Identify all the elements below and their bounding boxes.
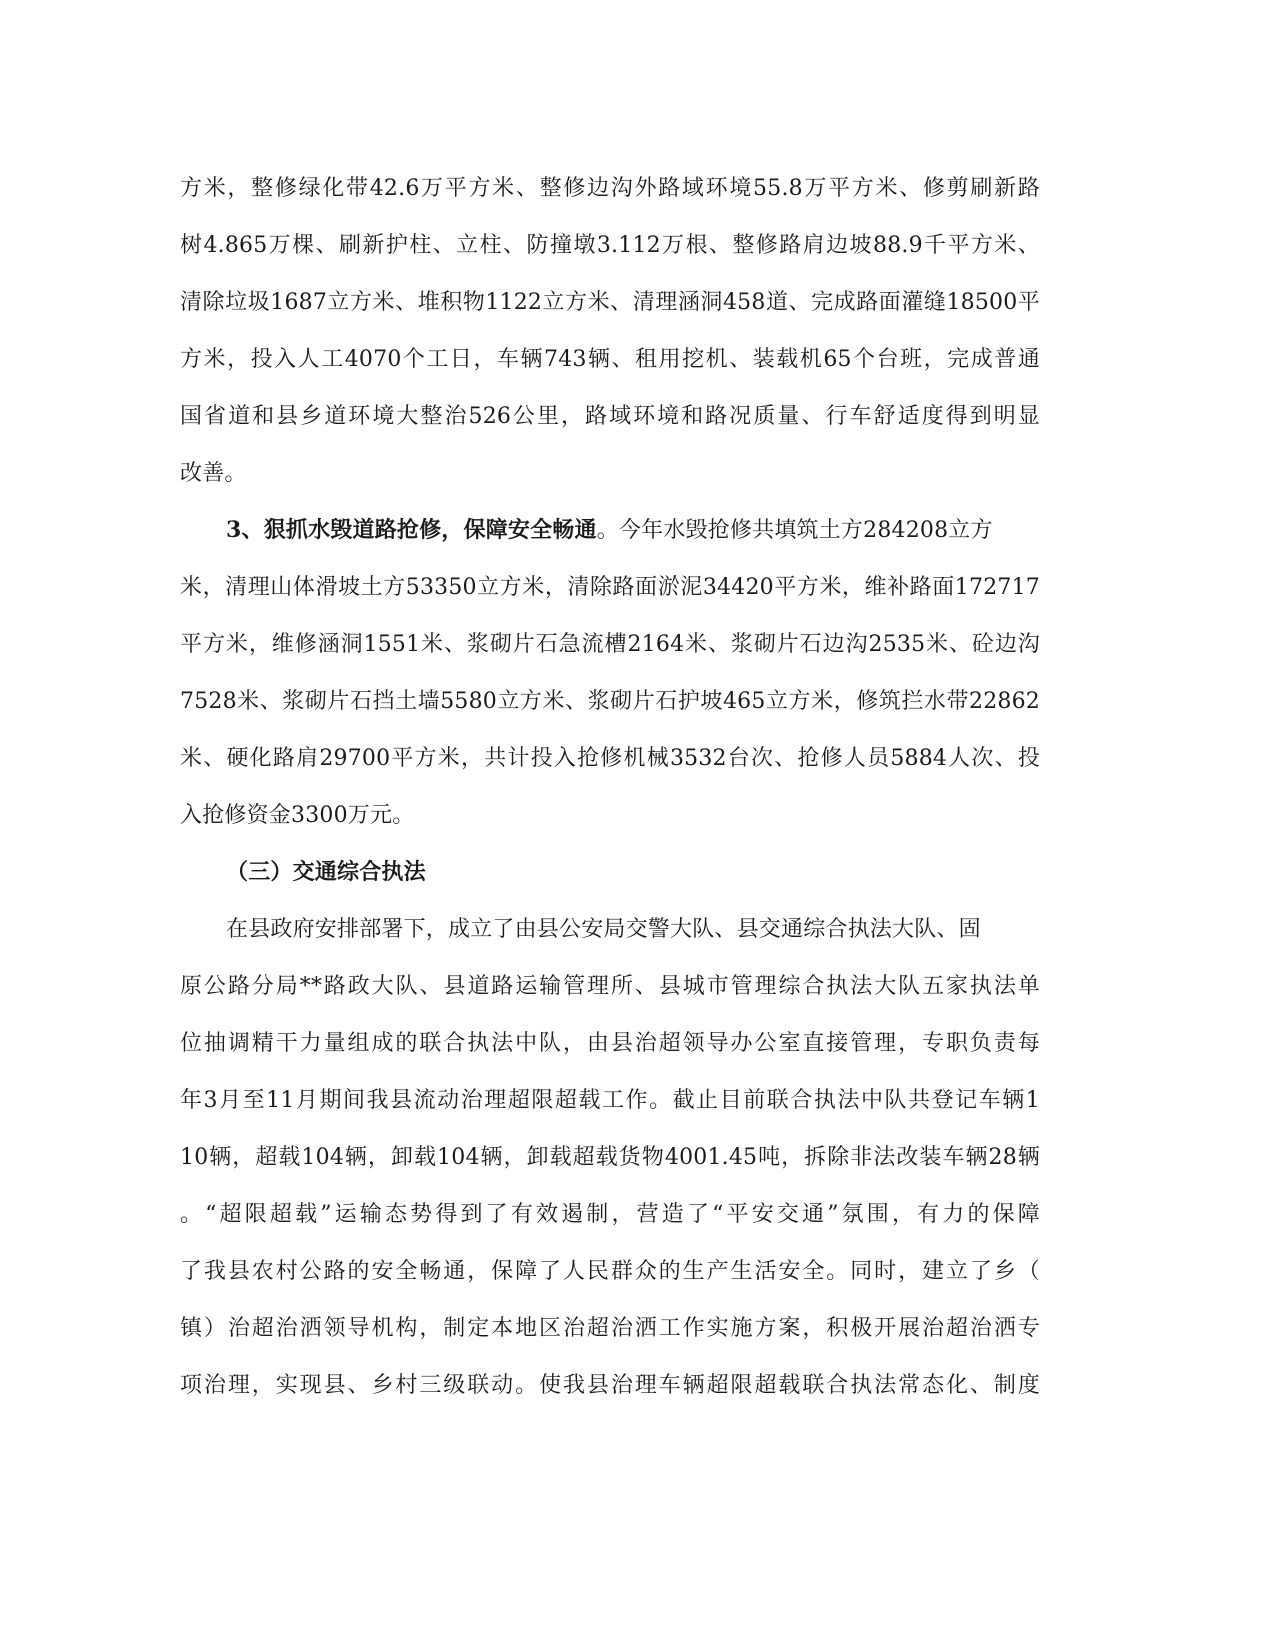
text-line: 米、硬化路肩29700平方米，共计投入抢修机械3532台次、抢修人员5884人次、投 (180, 746, 1040, 771)
paragraph-heading: 3、狠抓水毁道路抢修，保障安全畅通 (226, 517, 597, 543)
text-line: 项治理，实现县、乡村三级联动。使我县治理车辆超限超载联合执法常态化、制度 (180, 1373, 1040, 1398)
section-heading: （三）交通综合执法 (226, 859, 426, 885)
text-line: 方米，整修绿化带42.6万平方米、整修边沟外路域环境55.8万平方米、修剪刷新路 (180, 176, 1040, 201)
text-line: 。“超限超载”运输态势得到了有效遏制，营造了“平安交通”氛围，有力的保障 (180, 1202, 1040, 1227)
paragraph-law-enforcement (180, 901, 1040, 1414)
text-line: 树4.865万棵、刷新护柱、立柱、防撞墩3.112万根、整修路肩边坡88.9千平方米、 (180, 233, 1040, 258)
paragraph-flood-repair (180, 502, 1040, 844)
text-line (180, 502, 1040, 559)
text-line: 米，清理山体滑坡土方53350立方米，清除路面淤泥34420平方米，维补路面172717 (180, 575, 1040, 600)
text-line: 位抽调精干力量组成的联合执法中队，由县治超领导办公室直接管理，专职负责每 (180, 1031, 1040, 1056)
text-line: 清除垃圾1687立方米、堆积物1122立方米、清理涵洞458道、完成路面灌缝18500平 (180, 290, 1040, 315)
text-line: 平方米，维修涵洞1551米、浆砌片石急流槽2164米、浆砌片石边沟2535米、砼边沟 (180, 632, 1040, 657)
text-line: 镇）治超治洒领导机构，制定本地区治超治洒工作实施方案，积极开展治超治洒专 (180, 1316, 1040, 1341)
text-line: 7528米、浆砌片石挡土墙5580立方米、浆砌片石护坡465立方米，修筑拦水带22862 (180, 689, 1040, 714)
text-line: 了我县农村公路的安全畅通，保障了人民群众的生产生活安全。同时，建立了乡（ (180, 1259, 1040, 1284)
text-line: 在县政府安排部署下，成立了由县公安局交警大队、县交通综合执法大队、固 (226, 917, 981, 942)
text-line: 改善。 (180, 461, 247, 486)
text-line: 10辆，超载104辆，卸载104辆，卸载超载货物4001.45吨，拆除非法改装车辆28辆 (180, 1145, 1040, 1170)
text-line: 年3月至11月期间我县流动治理超限超载工作。截止目前联合执法中队共登记车辆1 (180, 1088, 1040, 1113)
text-line: 方米，投入人工4070个工日，车辆743辆、租用挖机、装载机65个台班，完成普通 (180, 347, 1040, 372)
text-line: 入抢修资金3300万元。 (180, 803, 415, 828)
text-line: 国省道和县乡道环境大整治526公里，路域环境和路况质量、行车舒适度得到明显 (180, 404, 1040, 429)
text-run: 。今年水毁抢修共填筑土方284208立方 (596, 518, 993, 543)
text-line: 原公路分局**路政大队、县道路运输管理所、县城市管理综合执法大队五家执法单 (180, 974, 1040, 999)
document-page (180, 160, 1040, 1414)
paragraph-road-environment (180, 160, 1040, 502)
